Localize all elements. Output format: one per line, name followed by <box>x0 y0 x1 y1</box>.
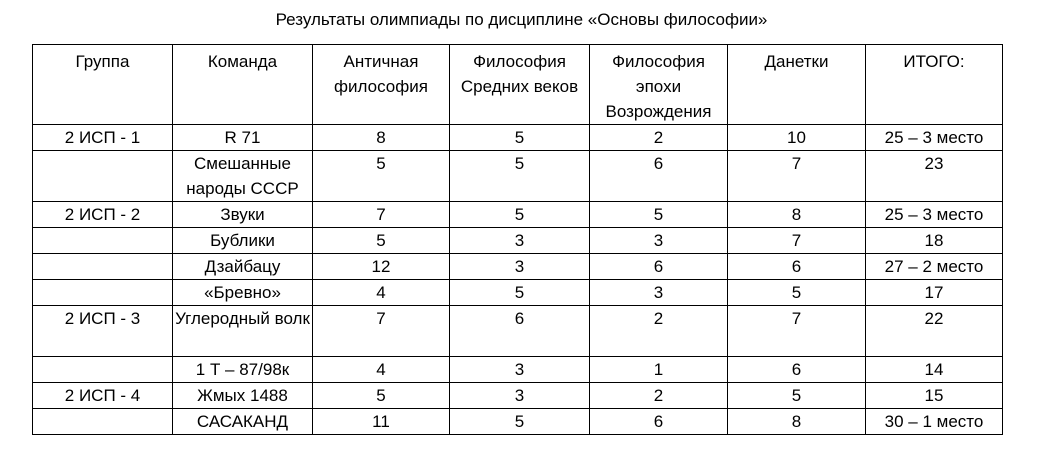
table-row <box>33 383 1003 409</box>
cell-ancient: 11 <box>313 409 450 435</box>
results-table <box>32 44 1003 435</box>
cell-group <box>33 409 173 435</box>
cell-danetki: 5 <box>728 280 866 306</box>
cell-medieval: 5 <box>450 151 590 202</box>
cell-ancient: 7 <box>313 306 450 357</box>
header-ancient-philosophy: Античная философия <box>313 45 450 125</box>
cell-group <box>33 228 173 254</box>
cell-danetki: 8 <box>728 409 866 435</box>
cell-danetki: 5 <box>728 383 866 409</box>
page-title: Результаты олимпиады по дисциплине «Основы философии» <box>275 10 768 29</box>
cell-medieval: 3 <box>450 383 590 409</box>
table-row <box>33 280 1003 306</box>
cell-total: 23 <box>866 151 1003 202</box>
header-total: ИТОГО: <box>866 45 1003 125</box>
cell-group <box>33 254 173 280</box>
cell-renaissance: 2 <box>590 306 728 357</box>
cell-danetki: 6 <box>728 357 866 383</box>
table-row <box>33 151 1003 202</box>
table-row <box>33 228 1003 254</box>
table-row <box>33 125 1003 151</box>
cell-renaissance: 6 <box>590 254 728 280</box>
cell-renaissance: 6 <box>590 151 728 202</box>
cell-danetki: 7 <box>728 306 866 357</box>
cell-team: Бублики <box>173 228 313 254</box>
cell-team: Звуки <box>173 202 313 228</box>
header-row <box>33 45 1003 125</box>
cell-medieval: 3 <box>450 357 590 383</box>
cell-ancient: 7 <box>313 202 450 228</box>
cell-team: R 71 <box>173 125 313 151</box>
header-group: Группа <box>33 45 173 125</box>
cell-team: «Бревно» <box>173 280 313 306</box>
cell-danetki: 7 <box>728 151 866 202</box>
cell-group: 2 ИСП - 4 <box>33 383 173 409</box>
table-row <box>33 254 1003 280</box>
cell-renaissance: 3 <box>590 280 728 306</box>
cell-team: Смешанные народы СССР <box>173 151 313 202</box>
cell-total: 30 – 1 место <box>866 409 1003 435</box>
cell-group: 2 ИСП - 2 <box>33 202 173 228</box>
cell-ancient: 4 <box>313 357 450 383</box>
cell-renaissance: 6 <box>590 409 728 435</box>
cell-danetki: 7 <box>728 228 866 254</box>
cell-medieval: 5 <box>450 202 590 228</box>
table-row <box>33 202 1003 228</box>
cell-group <box>33 280 173 306</box>
cell-team: САСАКАНД <box>173 409 313 435</box>
table-row <box>33 306 1003 357</box>
cell-total: 14 <box>866 357 1003 383</box>
cell-ancient: 5 <box>313 151 450 202</box>
cell-medieval: 3 <box>450 228 590 254</box>
header-medieval-philosophy: Философия Средних веков <box>450 45 590 125</box>
cell-team: Дзайбацу <box>173 254 313 280</box>
cell-ancient: 12 <box>313 254 450 280</box>
cell-renaissance: 3 <box>590 228 728 254</box>
cell-renaissance: 2 <box>590 125 728 151</box>
cell-ancient: 5 <box>313 383 450 409</box>
cell-total: 27 – 2 место <box>866 254 1003 280</box>
cell-ancient: 8 <box>313 125 450 151</box>
cell-danetki: 8 <box>728 202 866 228</box>
cell-danetki: 6 <box>728 254 866 280</box>
table-row <box>33 409 1003 435</box>
cell-total: 22 <box>866 306 1003 357</box>
cell-medieval: 6 <box>450 306 590 357</box>
cell-danetki: 10 <box>728 125 866 151</box>
cell-team: Жмых 1488 <box>173 383 313 409</box>
cell-team: 1 Т – 87/98к <box>173 357 313 383</box>
cell-group <box>33 357 173 383</box>
cell-renaissance: 2 <box>590 383 728 409</box>
cell-total: 15 <box>866 383 1003 409</box>
cell-medieval: 3 <box>450 254 590 280</box>
cell-team: Углеродный волк <box>173 306 313 357</box>
cell-medieval: 5 <box>450 409 590 435</box>
cell-group <box>33 151 173 202</box>
cell-medieval: 5 <box>450 280 590 306</box>
cell-total: 25 – 3 место <box>866 125 1003 151</box>
cell-total: 25 – 3 место <box>866 202 1003 228</box>
header-team: Команда <box>173 45 313 125</box>
header-renaissance-philosophy: Философия эпохи Возрождения <box>590 45 728 125</box>
cell-group: 2 ИСП - 1 <box>33 125 173 151</box>
cell-renaissance: 1 <box>590 357 728 383</box>
cell-ancient: 4 <box>313 280 450 306</box>
cell-renaissance: 5 <box>590 202 728 228</box>
header-danetki: Данетки <box>728 45 866 125</box>
cell-total: 17 <box>866 280 1003 306</box>
cell-medieval: 5 <box>450 125 590 151</box>
cell-total: 18 <box>866 228 1003 254</box>
cell-group: 2 ИСП - 3 <box>33 306 173 357</box>
cell-ancient: 5 <box>313 228 450 254</box>
table-row <box>33 357 1003 383</box>
